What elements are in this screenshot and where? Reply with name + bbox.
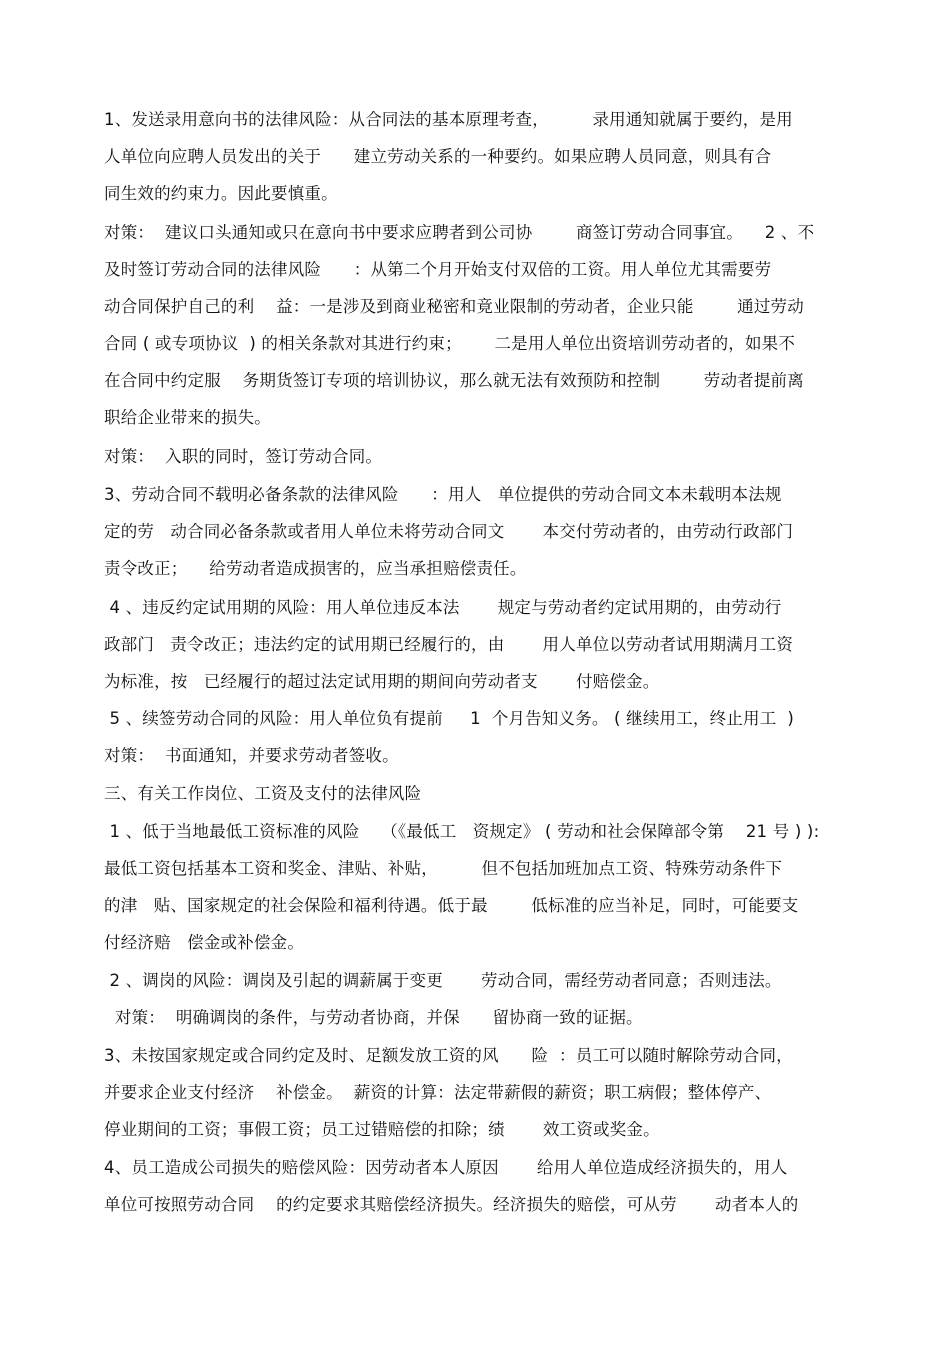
- text-line: 及时签订劳动合同的法律风险 ：从第二个月开始支付双倍的工资。用人单位尤其需要劳: [104, 260, 772, 279]
- text-line: 的津 贴、国家规定的社会保险和福利待遇。低于最 低标准的应当补足，同时，可能要支: [104, 896, 799, 915]
- text-line: 1 、低于当地最低工资标准的风险 （《最低工 资规定》 ( 劳动和社会保障部令第 21 号 ) ):: [104, 822, 820, 841]
- text-line: 4、员工造成公司损失的赔偿风险：因劳动者本人原因 给用人单位造成经济损失的，用人: [104, 1158, 788, 1177]
- text-line: 对策： 明确调岗的条件，与劳动者协商，并保 留协商一致的证据。: [104, 1008, 643, 1027]
- text-line: 停业期间的工资；事假工资；员工过错赔偿的扣除；绩 效工资或奖金。: [104, 1120, 660, 1139]
- text-line: 2 、调岗的风险：调岗及引起的调薪属于变更 劳动合同，需经劳动者同意；否则违法。: [104, 971, 782, 990]
- text-line: 5 、续签劳动合同的风险：用人单位负有提前 1 个月告知义务。 ( 继续用工，终止用工 ): [104, 709, 794, 728]
- text-line: 并要求企业支付经济 补偿金。 薪资的计算：法定带薪假的薪资；职工病假；整体停产、: [104, 1083, 772, 1102]
- text-line: 最低工资包括基本工资和奖金、津贴、补贴， 但不包括加班加点工资、特殊劳动条件下: [104, 859, 783, 878]
- text-line: 单位可按照劳动合同 的约定要求其赔偿经济损失。经济损失的赔偿，可从劳 动者本人的: [104, 1195, 799, 1214]
- text-line: 3、劳动合同不载明必备条款的法律风险 ：用人 单位提供的劳动合同文本未载明本法规: [104, 485, 782, 504]
- text-line: 定的劳 动合同必备条款或者用人单位未将劳动合同文 本交付劳动者的，由劳动行政部门: [104, 522, 794, 541]
- text-line: 政部门 责令改正；违法约定的试用期已经履行的，由 用人单位以劳动者试用期满月工资: [104, 635, 794, 654]
- text-line: 付经济赔 偿金或补偿金。: [104, 933, 305, 952]
- text-line: 3、未按国家规定或合同约定及时、足额发放工资的风 险 ：员工可以随时解除劳动合同，: [104, 1046, 793, 1065]
- text-line: 动合同保护自己的利 益：一是涉及到商业秘密和竟业限制的劳动者，企业只能 通过劳动: [104, 297, 804, 316]
- text-line: 同生效的约束力。因此要慎重。: [104, 184, 338, 203]
- text-line: 在合同中约定服 务期货签订专项的培训协议，那么就无法有效预防和控制 劳动者提前离: [104, 371, 804, 390]
- text-line: 责令改正； 给劳动者造成损害的，应当承担赔偿责任。: [104, 559, 527, 578]
- text-line: 对策： 书面通知，并要求劳动者签收。: [104, 746, 399, 765]
- text-line: 4 、违反约定试用期的风险：用人单位违反本法 规定与劳动者约定试用期的，由劳动行: [104, 598, 782, 617]
- text-line: 对策： 建议口头通知或只在意向书中要求应聘者到公司协 商签订劳动合同事宜。 2 、不: [104, 223, 815, 242]
- text-line: 对策： 入职的同时，签订劳动合同。: [104, 447, 383, 466]
- text-line: 合同 ( 或专项协议 ) 的相关条款对其进行约束； 二是用人单位出资培训劳动者的，如果不: [104, 334, 796, 353]
- text-line: 职给企业带来的损失。: [104, 408, 271, 427]
- text-line: 为标准，按 已经履行的超过法定试用期的期间向劳动者支 付赔偿金。: [104, 672, 660, 691]
- section-heading: 三、有关工作岗位、工资及支付的法律风险: [104, 784, 422, 803]
- text-line: 人单位向应聘人员发出的关于 建立劳动关系的一种要约。如果应聘人员同意，则具有合: [104, 147, 772, 166]
- text-line: 1、发送录用意向书的法律风险：从合同法的基本原理考查， 录用通知就属于要约，是用: [104, 110, 793, 129]
